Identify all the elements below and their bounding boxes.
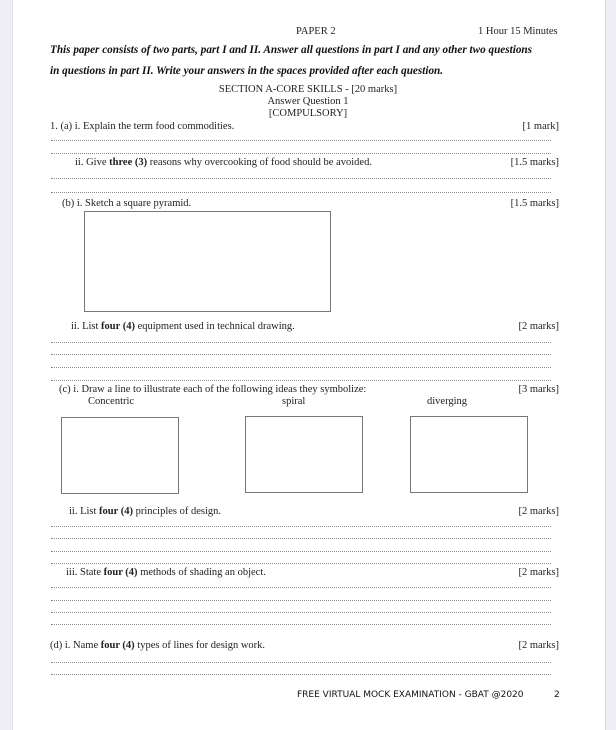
duration-label: 1 Hour 15 Minutes — [478, 26, 558, 37]
question-text: ii. List — [71, 321, 102, 332]
marks-1b-ii: [2 marks] — [518, 321, 559, 332]
instructions-line-2: in questions in part II. Write your answers in the spaces provided after each question. — [50, 65, 444, 77]
answer-line[interactable] — [51, 380, 551, 381]
marks-1a-ii: [1.5 marks] — [510, 157, 559, 168]
question-text: reasons why overcooking of food should be avoided. — [147, 157, 372, 168]
answer-instruction: Answer Question 1 — [267, 96, 349, 107]
answer-line[interactable] — [51, 612, 551, 613]
answer-line[interactable] — [51, 538, 551, 539]
answer-line[interactable] — [51, 354, 551, 355]
question-text: types of lines for design work. — [134, 640, 266, 651]
answer-line[interactable] — [51, 600, 551, 601]
answer-line[interactable] — [51, 674, 551, 675]
question-1a-i: 1. (a) i. Explain the term food commodities. — [50, 121, 235, 132]
spiral-drawing-box[interactable] — [245, 416, 363, 493]
answer-line[interactable] — [51, 140, 551, 141]
pyramid-sketch-box[interactable] — [84, 211, 331, 312]
answer-line[interactable] — [51, 624, 551, 625]
question-text: (d) i. Name — [50, 640, 101, 651]
question-1b-i: (b) i. Sketch a square pyramid. — [62, 198, 192, 209]
question-1c-ii — [69, 506, 221, 518]
diverging-drawing-box[interactable] — [410, 416, 528, 493]
question-text: ii. List — [69, 506, 100, 517]
question-emphasis: four (4) — [99, 506, 133, 517]
instructions-line-1: This paper consists of two parts, part I and II. Answer all questions in part I and any other two questions — [50, 44, 533, 56]
answer-line[interactable] — [51, 563, 551, 564]
label-diverging: diverging — [427, 396, 468, 407]
paper-label: PAPER 2 — [296, 26, 336, 37]
question-text: equipment used in technical drawing. — [134, 321, 295, 332]
answer-line[interactable] — [51, 192, 551, 193]
question-emphasis: four (4) — [100, 640, 135, 651]
answer-line[interactable] — [51, 587, 551, 588]
question-emphasis: four (4) — [103, 567, 138, 578]
marks-1a-i: [1 mark] — [522, 121, 559, 132]
answer-line[interactable] — [51, 367, 551, 368]
question-emphasis: four (4) — [101, 321, 135, 332]
label-spiral: spiral — [282, 396, 306, 407]
question-1c-i: (c) i. Draw a line to illustrate each of the following ideas they symbolize: — [59, 384, 367, 395]
question-1d-i — [50, 640, 265, 652]
answer-line[interactable] — [51, 526, 551, 527]
answer-line[interactable] — [51, 342, 551, 343]
footer-text: FREE VIRTUAL MOCK EXAMINATION - GBAT @2020 — [297, 690, 524, 700]
answer-line[interactable] — [51, 153, 551, 154]
marks-1c-iii: [2 marks] — [518, 567, 559, 578]
question-text: iii. State — [66, 567, 104, 578]
section-title: SECTION A-CORE SKILLS - [20 marks] — [218, 84, 398, 95]
question-1c-iii — [66, 567, 266, 579]
question-text: ii. Give — [75, 157, 110, 168]
compulsory-label: [COMPULSORY] — [268, 108, 348, 119]
answer-line[interactable] — [51, 551, 551, 552]
concentric-drawing-box[interactable] — [61, 417, 179, 494]
question-1a-ii — [75, 157, 372, 169]
answer-line[interactable] — [51, 178, 551, 179]
question-text: methods of shading an object. — [137, 567, 266, 578]
label-concentric: Concentric — [88, 396, 135, 407]
answer-line[interactable] — [51, 662, 551, 663]
page-number: 2 — [554, 690, 560, 700]
marks-1c-i: [3 marks] — [518, 384, 559, 395]
marks-1d-i: [2 marks] — [518, 640, 559, 651]
marks-1c-ii: [2 marks] — [518, 506, 559, 517]
question-text: principles of design. — [132, 506, 222, 517]
marks-1b-i: [1.5 marks] — [510, 198, 559, 209]
question-emphasis: three (3) — [109, 157, 148, 168]
question-1b-ii — [71, 321, 295, 333]
